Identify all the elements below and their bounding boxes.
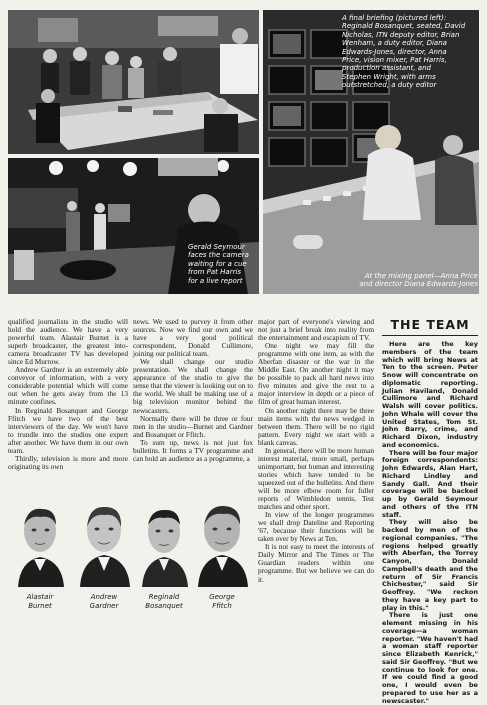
portrait-last-name: Burnet [28, 601, 52, 610]
portrait-name [134, 593, 194, 610]
team-divider [382, 335, 478, 336]
caption-briefing [342, 14, 476, 90]
portrait-gardner [76, 497, 133, 587]
team-heading: THE TEAM [390, 317, 470, 332]
portrait-name [74, 593, 134, 610]
briefing-scene-image [8, 10, 259, 154]
article-column-2 [133, 318, 253, 495]
caption-line: Price, vision mixer, Pat Harris, [342, 56, 447, 65]
caption-line: outstretched, a duty editor [342, 81, 437, 90]
article-paragraph: Andrew Gardner is an extremely able conveyor of information, with a very considerable potential which will come out when he gets away from the 13 minute confines. [8, 365, 128, 407]
caption-line: and director Diana Edwards-Jones [359, 280, 478, 289]
caption-line: Edwards-Jones, director, Anna [342, 47, 447, 56]
portrait-name [192, 593, 252, 610]
team-paragraph: Here are the key members of the team which will bring News at Ten to the screen. Peter Snow will concentrate on diplomatic reporting. Julian Haviland, Donald Cullimore and Richard Walsh will cover politics. John Whale will cover the United States, Tom St. John Barry, crime, and Richard Dixon, industry and economics. [382, 340, 478, 449]
article-paragraph: news. We used to purvey it from other sources. Now we find our own and we have a very good political correspondent, Donald Cullimore, joining our political team. [133, 317, 253, 359]
caption-studio [188, 243, 260, 285]
portrait-ffitch [194, 497, 251, 587]
article-column-1 [8, 318, 128, 495]
caption-line: A final briefing (pictured left): [342, 14, 447, 22]
caption-line: Reginald Bosanquet, seated, David [342, 22, 466, 31]
caption-line: Wenham, a duty editor, Diana [342, 39, 447, 48]
team-paragraph: There is just one element missing in his coverage—a woman reporter. "We haven't had a woman staff reporter since Elizabeth Kenrick," said Sir Geoffrey. "But we continue to look for one. If we could find a good one, I would even be prepared to use her as a newscaster." [382, 611, 478, 705]
portrait-first-name: Alastair [26, 593, 54, 601]
article-paragraph: Normally there will be three or four men in the studio—Burnet and Gardner and Bosanquet or Ffitch. [133, 413, 253, 439]
portrait-image [136, 497, 193, 587]
portrait-last-name: Gardner [89, 601, 119, 610]
caption-mixing [356, 272, 478, 289]
portrait-last-name: Bosanquet [145, 601, 183, 610]
article-paragraph: Thirdly, television is more and more originating its own [8, 453, 128, 471]
caption-line: faces the camera [188, 251, 249, 260]
article-paragraph: In Reginald Bosanquet and George Ffitch we have two of the best interviewers of the day. We won't have to trundle into the studios one expert after another. We have them in our own team. [8, 405, 128, 455]
portrait-image [76, 497, 133, 587]
team-body [382, 340, 478, 705]
article-paragraph: On another night there may be three main items with the news wedged in between them. There will be no rigid pattern. Every night we start with a blank canvas. [258, 405, 374, 447]
portrait-first-name: George [209, 593, 235, 601]
caption-line: At the mixing panel—Anna Price [364, 272, 478, 280]
portrait-first-name: Reginald [148, 593, 180, 601]
caption-line: Stephen Wright, with arms [342, 72, 436, 81]
article-column-3 [258, 318, 374, 640]
portrait-first-name: Andrew [90, 593, 118, 601]
article-paragraph: We shall change our studio presentation. We shall change the appearance of the studio to give the sense that the viewer is looking out on to the world. We shall be making use of a big television monitor behind the newscasters. [133, 357, 253, 415]
team-paragraph: There will be four major foreign correspondents: John Edwards, Alan Hart, Richard Lindley and Sandy Gall. And their coverage will be backed up by Gerald Seymour and others of the ITN staff. [382, 448, 478, 519]
caption-line: from Pat Harris [188, 268, 242, 277]
article-paragraph: It is not easy to meet the interests of Daily Mirror and The Times or The Guardian readers within one programme. But we believe we can do it. [258, 542, 374, 584]
portrait-image [12, 497, 69, 587]
caption-line: waiting for a cue [188, 259, 247, 268]
portrait-name [10, 593, 70, 610]
team-paragraph: They will also be backed by men of the regional companies. "The regions helped greatly with Aberfan, the Torrey Canyon, Donald Campbell's death and the return of Sir Francis Chichester," said Sir Geoffrey. "We reckon they have a key part to play in this." [382, 518, 478, 612]
portrait-bosanquet [136, 497, 193, 587]
article-paragraph: qualified journalists in the studio will hold the audience. We have a very powerful team. Alastair Burnet is a superb broadcaster, the greatest into-camera broadcaster TV has developed since Ed Murrow. [8, 317, 128, 367]
article-paragraph: One night we may fill the programme with one item, as with the Aberfan disaster or the war in the Middle East. On another night it may be possible to pack all hard news into five minutes and give the rest to a major interview in depth or a piece of film of great human interest. [258, 341, 374, 407]
caption-line: Gerald Seymour [188, 243, 245, 251]
caption-line: for a live report [188, 276, 243, 285]
article-paragraph: In view of the longer programmes we shall drop Dateline and Reporting '67, because their functions will be taken over by News at Ten. [258, 510, 374, 544]
article-paragraph: In general, there will be more human interest material, more small, perhaps unimportant, but human and interesting stories which have tended to be squeezed out of the bulletins. And there will be more elbow room for fuller reports of Wimbledon tennis, Test matches and other sport. [258, 445, 374, 512]
photo-briefing [8, 10, 259, 154]
portrait-last-name: Ffitch [212, 601, 232, 610]
article-paragraph: major part of everyone's viewing and not just a brief break into reality from the entertainment and escapism of TV. [258, 317, 374, 343]
portrait-burnet [12, 497, 69, 587]
portrait-image [194, 497, 251, 587]
caption-line: Nicholas, ITN deputy editor, Brian [342, 30, 460, 39]
article-paragraph: To sum up, news is not just fox bulletins. It forms a TV programme and can hold an audience as a programme, a [133, 437, 253, 463]
caption-line: production assistant, and [342, 64, 431, 73]
